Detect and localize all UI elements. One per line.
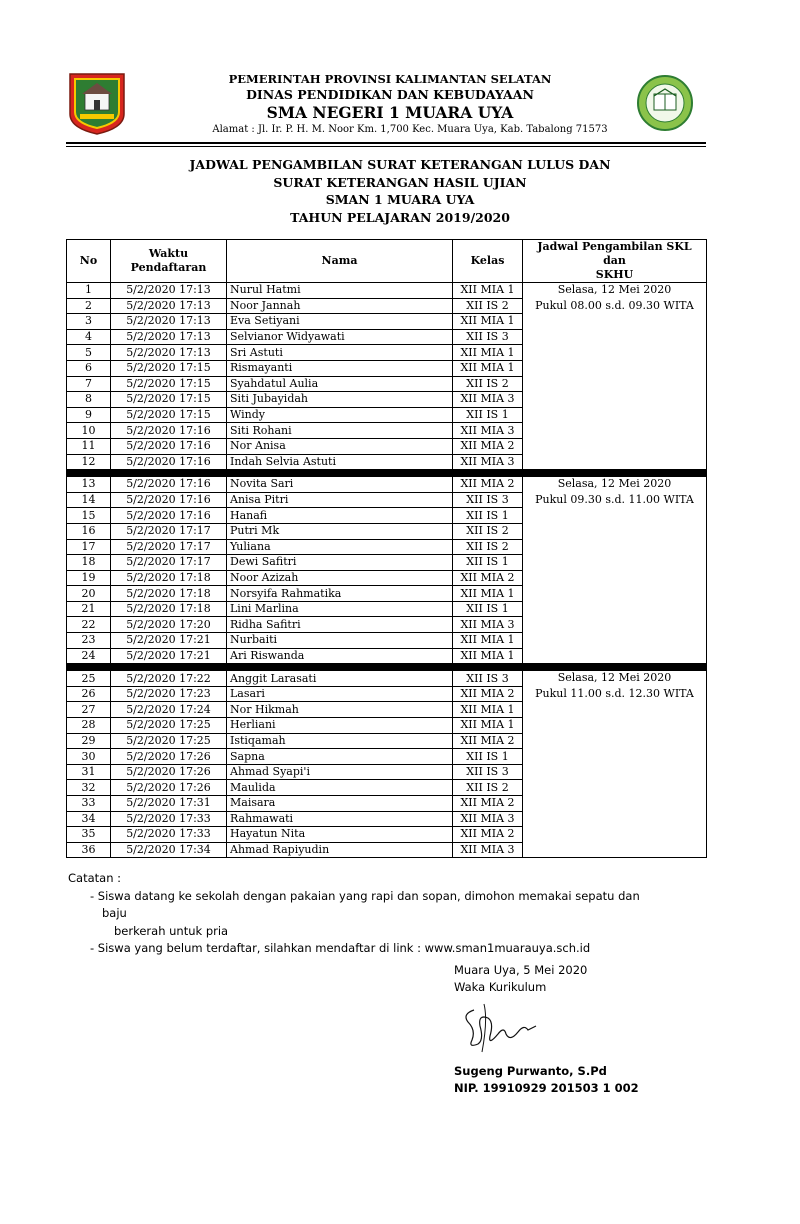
jadwal-day: Selasa, 12 Mei 2020 (557, 283, 672, 296)
cell-no: 28 (67, 718, 111, 734)
cell-waktu: 5/2/2020 17:21 (111, 633, 227, 649)
cell-kelas: XII IS 3 (453, 764, 523, 780)
cell-no: 13 (67, 477, 111, 493)
signature-block (454, 962, 639, 1097)
header-waktu (111, 240, 227, 283)
cell-waktu: 5/2/2020 17:13 (111, 298, 227, 314)
cell-nama: Norsyifa Rahmatika (227, 586, 453, 602)
header-waktu-line: Waktu (148, 247, 189, 260)
cell-kelas: XII MIA 1 (453, 360, 523, 376)
cell-kelas: XII IS 2 (453, 298, 523, 314)
cell-waktu: 5/2/2020 17:15 (111, 376, 227, 392)
cell-no: 23 (67, 633, 111, 649)
cell-nama: Nor Hikmah (227, 702, 453, 718)
cell-waktu: 5/2/2020 17:33 (111, 811, 227, 827)
cell-waktu: 5/2/2020 17:34 (111, 842, 227, 858)
note-item (68, 888, 662, 941)
cell-waktu: 5/2/2020 17:25 (111, 733, 227, 749)
cell-kelas: XII MIA 2 (453, 570, 523, 586)
cell-kelas: XII IS 1 (453, 601, 523, 617)
cell-kelas: XII MIA 1 (453, 345, 523, 361)
header-nama: Nama (227, 240, 453, 283)
cell-nama: Syahdatul Aulia (227, 376, 453, 392)
cell-kelas: XII MIA 2 (453, 438, 523, 454)
cell-waktu: 5/2/2020 17:16 (111, 423, 227, 439)
cell-no: 25 (67, 671, 111, 687)
cell-kelas: XII IS 2 (453, 523, 523, 539)
cell-no: 4 (67, 329, 111, 345)
cell-waktu: 5/2/2020 17:18 (111, 570, 227, 586)
cell-nama: Siti Jubayidah (227, 392, 453, 408)
cell-kelas: XII MIA 3 (453, 454, 523, 470)
separator-bar (67, 470, 707, 477)
cell-no: 9 (67, 407, 111, 423)
cell-waktu: 5/2/2020 17:13 (111, 345, 227, 361)
group-separator (67, 664, 707, 671)
header-waktu-line: Pendaftaran (130, 261, 207, 274)
cell-nama: Rismayanti (227, 360, 453, 376)
jadwal-time: Pukul 09.30 s.d. 11.00 WITA (535, 493, 694, 507)
jadwal-time: Pukul 08.00 s.d. 09.30 WITA (535, 299, 694, 312)
cell-nama: Ahmad Rapiyudin (227, 842, 453, 858)
cell-no: 3 (67, 314, 111, 330)
cell-no: 29 (67, 733, 111, 749)
cell-no: 20 (67, 586, 111, 602)
title-line: JADWAL PENGAMBILAN SURAT KETERANGAN LULUS DAN (189, 157, 611, 172)
cell-waktu: 5/2/2020 17:33 (111, 827, 227, 843)
cell-nama: Hayatun Nita (227, 827, 453, 843)
title-line: TAHUN PELAJARAN 2019/2020 (290, 209, 510, 225)
cell-nama: Indah Selvia Astuti (227, 454, 453, 470)
cell-waktu: 5/2/2020 17:26 (111, 764, 227, 780)
table-header-row (67, 240, 707, 283)
cell-jadwal (523, 671, 707, 858)
header-no: No (67, 240, 111, 283)
cell-kelas: XII IS 2 (453, 539, 523, 555)
header-jadwal-line: Jadwal Pengambilan SKL dan (537, 240, 692, 267)
cell-waktu: 5/2/2020 17:16 (111, 438, 227, 454)
cell-kelas: XII IS 2 (453, 780, 523, 796)
cell-waktu: 5/2/2020 17:23 (111, 686, 227, 702)
cell-no: 24 (67, 648, 111, 664)
cell-kelas: XII IS 3 (453, 492, 523, 508)
header-jadwal-line: SKHU (595, 268, 634, 281)
cell-jadwal (523, 283, 707, 470)
cell-no: 22 (67, 617, 111, 633)
table-row (67, 283, 707, 299)
cell-waktu: 5/2/2020 17:16 (111, 477, 227, 493)
cell-no: 31 (67, 764, 111, 780)
cell-no: 26 (67, 686, 111, 702)
cell-no: 1 (67, 283, 111, 299)
cell-nama: Dewi Safitri (227, 555, 453, 571)
cell-kelas: XII IS 2 (453, 376, 523, 392)
cell-waktu: 5/2/2020 17:22 (111, 671, 227, 687)
cell-kelas: XII MIA 3 (453, 392, 523, 408)
cell-waktu: 5/2/2020 17:13 (111, 283, 227, 299)
group-separator (67, 470, 707, 477)
cell-nama: Istiqamah (227, 733, 453, 749)
cell-nama: Sapna (227, 749, 453, 765)
department-name: DINAS PENDIDIKAN DAN KEBUDAYAAN (246, 87, 534, 102)
cell-waktu: 5/2/2020 17:15 (111, 407, 227, 423)
cell-no: 6 (67, 360, 111, 376)
cell-nama: Maulida (227, 780, 453, 796)
cell-no: 11 (67, 438, 111, 454)
cell-waktu: 5/2/2020 17:15 (111, 360, 227, 376)
cell-no: 19 (67, 570, 111, 586)
cell-nama: Selvianor Widyawati (227, 329, 453, 345)
cell-nama: Noor Azizah (227, 570, 453, 586)
cell-kelas: XII MIA 1 (453, 283, 523, 299)
cell-waktu: 5/2/2020 17:17 (111, 539, 227, 555)
cell-waktu: 5/2/2020 17:24 (111, 702, 227, 718)
cell-waktu: 5/2/2020 17:26 (111, 749, 227, 765)
place-date: Muara Uya, 5 Mei 2020 (454, 963, 588, 977)
cell-nama: Lasari (227, 686, 453, 702)
cell-waktu: 5/2/2020 17:18 (111, 586, 227, 602)
cell-no: 35 (67, 827, 111, 843)
table-row (67, 477, 707, 493)
handwritten-signature (454, 996, 544, 1058)
cell-nama: Anggit Larasati (227, 671, 453, 687)
cell-kelas: XII IS 1 (453, 508, 523, 524)
jadwal-day: Selasa, 12 Mei 2020 (557, 477, 672, 491)
cell-kelas: XII MIA 2 (453, 796, 523, 812)
note-text: berkerah untuk pria (114, 923, 229, 938)
letterhead (0, 70, 800, 140)
cell-no: 36 (67, 842, 111, 858)
cell-no: 8 (67, 392, 111, 408)
cell-waktu: 5/2/2020 17:26 (111, 780, 227, 796)
cell-waktu: 5/2/2020 17:21 (111, 648, 227, 664)
cell-kelas: XII IS 1 (453, 749, 523, 765)
cell-jadwal (523, 477, 707, 664)
cell-waktu: 5/2/2020 17:17 (111, 555, 227, 571)
cell-no: 27 (67, 702, 111, 718)
cell-no: 16 (67, 523, 111, 539)
cell-kelas: XII MIA 1 (453, 314, 523, 330)
cell-nama: Nurul Hatmi (227, 283, 453, 299)
cell-no: 10 (67, 423, 111, 439)
document-title (0, 156, 800, 226)
cell-nama: Siti Rohani (227, 423, 453, 439)
cell-nama: Yuliana (227, 539, 453, 555)
cell-nama: Noor Jannah (227, 298, 453, 314)
cell-nama: Ahmad Syapi'i (227, 764, 453, 780)
signer-nip: NIP. 19910929 201503 1 002 (454, 1081, 639, 1095)
cell-no: 30 (67, 749, 111, 765)
header-jadwal (523, 240, 707, 283)
cell-waktu: 5/2/2020 17:31 (111, 796, 227, 812)
cell-no: 2 (67, 298, 111, 314)
cell-kelas: XII MIA 3 (453, 423, 523, 439)
cell-waktu: 5/2/2020 17:17 (111, 523, 227, 539)
cell-nama: Maisara (227, 796, 453, 812)
cell-kelas: XII IS 3 (453, 329, 523, 345)
cell-waktu: 5/2/2020 17:18 (111, 601, 227, 617)
signer-name: Sugeng Purwanto, S.Pd (454, 1064, 607, 1078)
cell-waktu: 5/2/2020 17:16 (111, 492, 227, 508)
cell-waktu: 5/2/2020 17:13 (111, 329, 227, 345)
cell-nama: Windy (227, 407, 453, 423)
separator-bar (67, 664, 707, 671)
jadwal-time: Pukul 11.00 s.d. 12.30 WITA (535, 687, 694, 701)
cell-kelas: XII MIA 3 (453, 617, 523, 633)
cell-kelas: XII MIA 2 (453, 827, 523, 843)
cell-no: 18 (67, 555, 111, 571)
cell-no: 7 (67, 376, 111, 392)
cell-kelas: XII MIA 2 (453, 477, 523, 493)
cell-nama: Ridha Safitri (227, 617, 453, 633)
cell-kelas: XII MIA 3 (453, 811, 523, 827)
cell-kelas: XII MIA 3 (453, 842, 523, 858)
cell-nama: Eva Setiyani (227, 314, 453, 330)
notes-section (68, 870, 662, 958)
cell-nama: Ari Riswanda (227, 648, 453, 664)
jadwal-day: Selasa, 12 Mei 2020 (557, 671, 672, 685)
letterhead-divider (66, 142, 706, 144)
school-address: Alamat : Jl. Ir. P. H. M. Noor Km. 1,700 Kec. Muara Uya, Kab. Tabalong 71573 (212, 124, 608, 135)
note-item: - Siswa yang belum terdaftar, silahkan mendaftar di link : www.sman1muarauya.sch.id (90, 941, 591, 955)
cell-nama: Sri Astuti (227, 345, 453, 361)
cell-no: 17 (67, 539, 111, 555)
cell-waktu: 5/2/2020 17:13 (111, 314, 227, 330)
cell-waktu: 5/2/2020 17:20 (111, 617, 227, 633)
cell-kelas: XII MIA 1 (453, 702, 523, 718)
cell-no: 32 (67, 780, 111, 796)
cell-kelas: XII MIA 2 (453, 686, 523, 702)
header-kelas: Kelas (453, 240, 523, 283)
cell-kelas: XII MIA 1 (453, 633, 523, 649)
cell-no: 15 (67, 508, 111, 524)
schedule-table (66, 239, 707, 858)
cell-nama: Lini Marlina (227, 601, 453, 617)
cell-waktu: 5/2/2020 17:16 (111, 454, 227, 470)
cell-waktu: 5/2/2020 17:25 (111, 718, 227, 734)
cell-kelas: XII MIA 2 (453, 733, 523, 749)
notes-label: Catatan : (68, 871, 122, 885)
cell-nama: Putri Mk (227, 523, 453, 539)
cell-nama: Nor Anisa (227, 438, 453, 454)
cell-kelas: XII MIA 1 (453, 718, 523, 734)
cell-nama: Anisa Pitri (227, 492, 453, 508)
letterhead-divider-thin (66, 146, 706, 147)
school-emblem-icon (636, 74, 694, 132)
cell-nama: Novita Sari (227, 477, 453, 493)
provincial-crest-icon (66, 70, 128, 136)
cell-kelas: XII IS 1 (453, 407, 523, 423)
cell-nama: Nurbaiti (227, 633, 453, 649)
table-row (67, 671, 707, 687)
cell-kelas: XII IS 1 (453, 555, 523, 571)
note-text: - Siswa datang ke sekolah dengan pakaian yang rapi dan sopan, dimohon memakai sepatu dan baju (90, 888, 640, 920)
title-line: SMAN 1 MUARA UYA (325, 192, 475, 207)
cell-nama: Herliani (227, 718, 453, 734)
government-name: PEMERINTAH PROVINSI KALIMANTAN SELATAN (228, 72, 552, 86)
cell-kelas: XII MIA 1 (453, 586, 523, 602)
cell-no: 5 (67, 345, 111, 361)
cell-no: 12 (67, 454, 111, 470)
school-name: SMA NEGERI 1 MUARA UYA (266, 103, 514, 122)
cell-nama: Rahmawati (227, 811, 453, 827)
cell-no: 33 (67, 796, 111, 812)
cell-no: 21 (67, 601, 111, 617)
cell-waktu: 5/2/2020 17:15 (111, 392, 227, 408)
signer-position: Waka Kurikulum (454, 980, 547, 994)
cell-kelas: XII IS 3 (453, 671, 523, 687)
cell-kelas: XII MIA 1 (453, 648, 523, 664)
title-line: SURAT KETERANGAN HASIL UJIAN (273, 174, 527, 190)
cell-nama: Hanafi (227, 508, 453, 524)
cell-no: 14 (67, 492, 111, 508)
cell-waktu: 5/2/2020 17:16 (111, 508, 227, 524)
cell-no: 34 (67, 811, 111, 827)
